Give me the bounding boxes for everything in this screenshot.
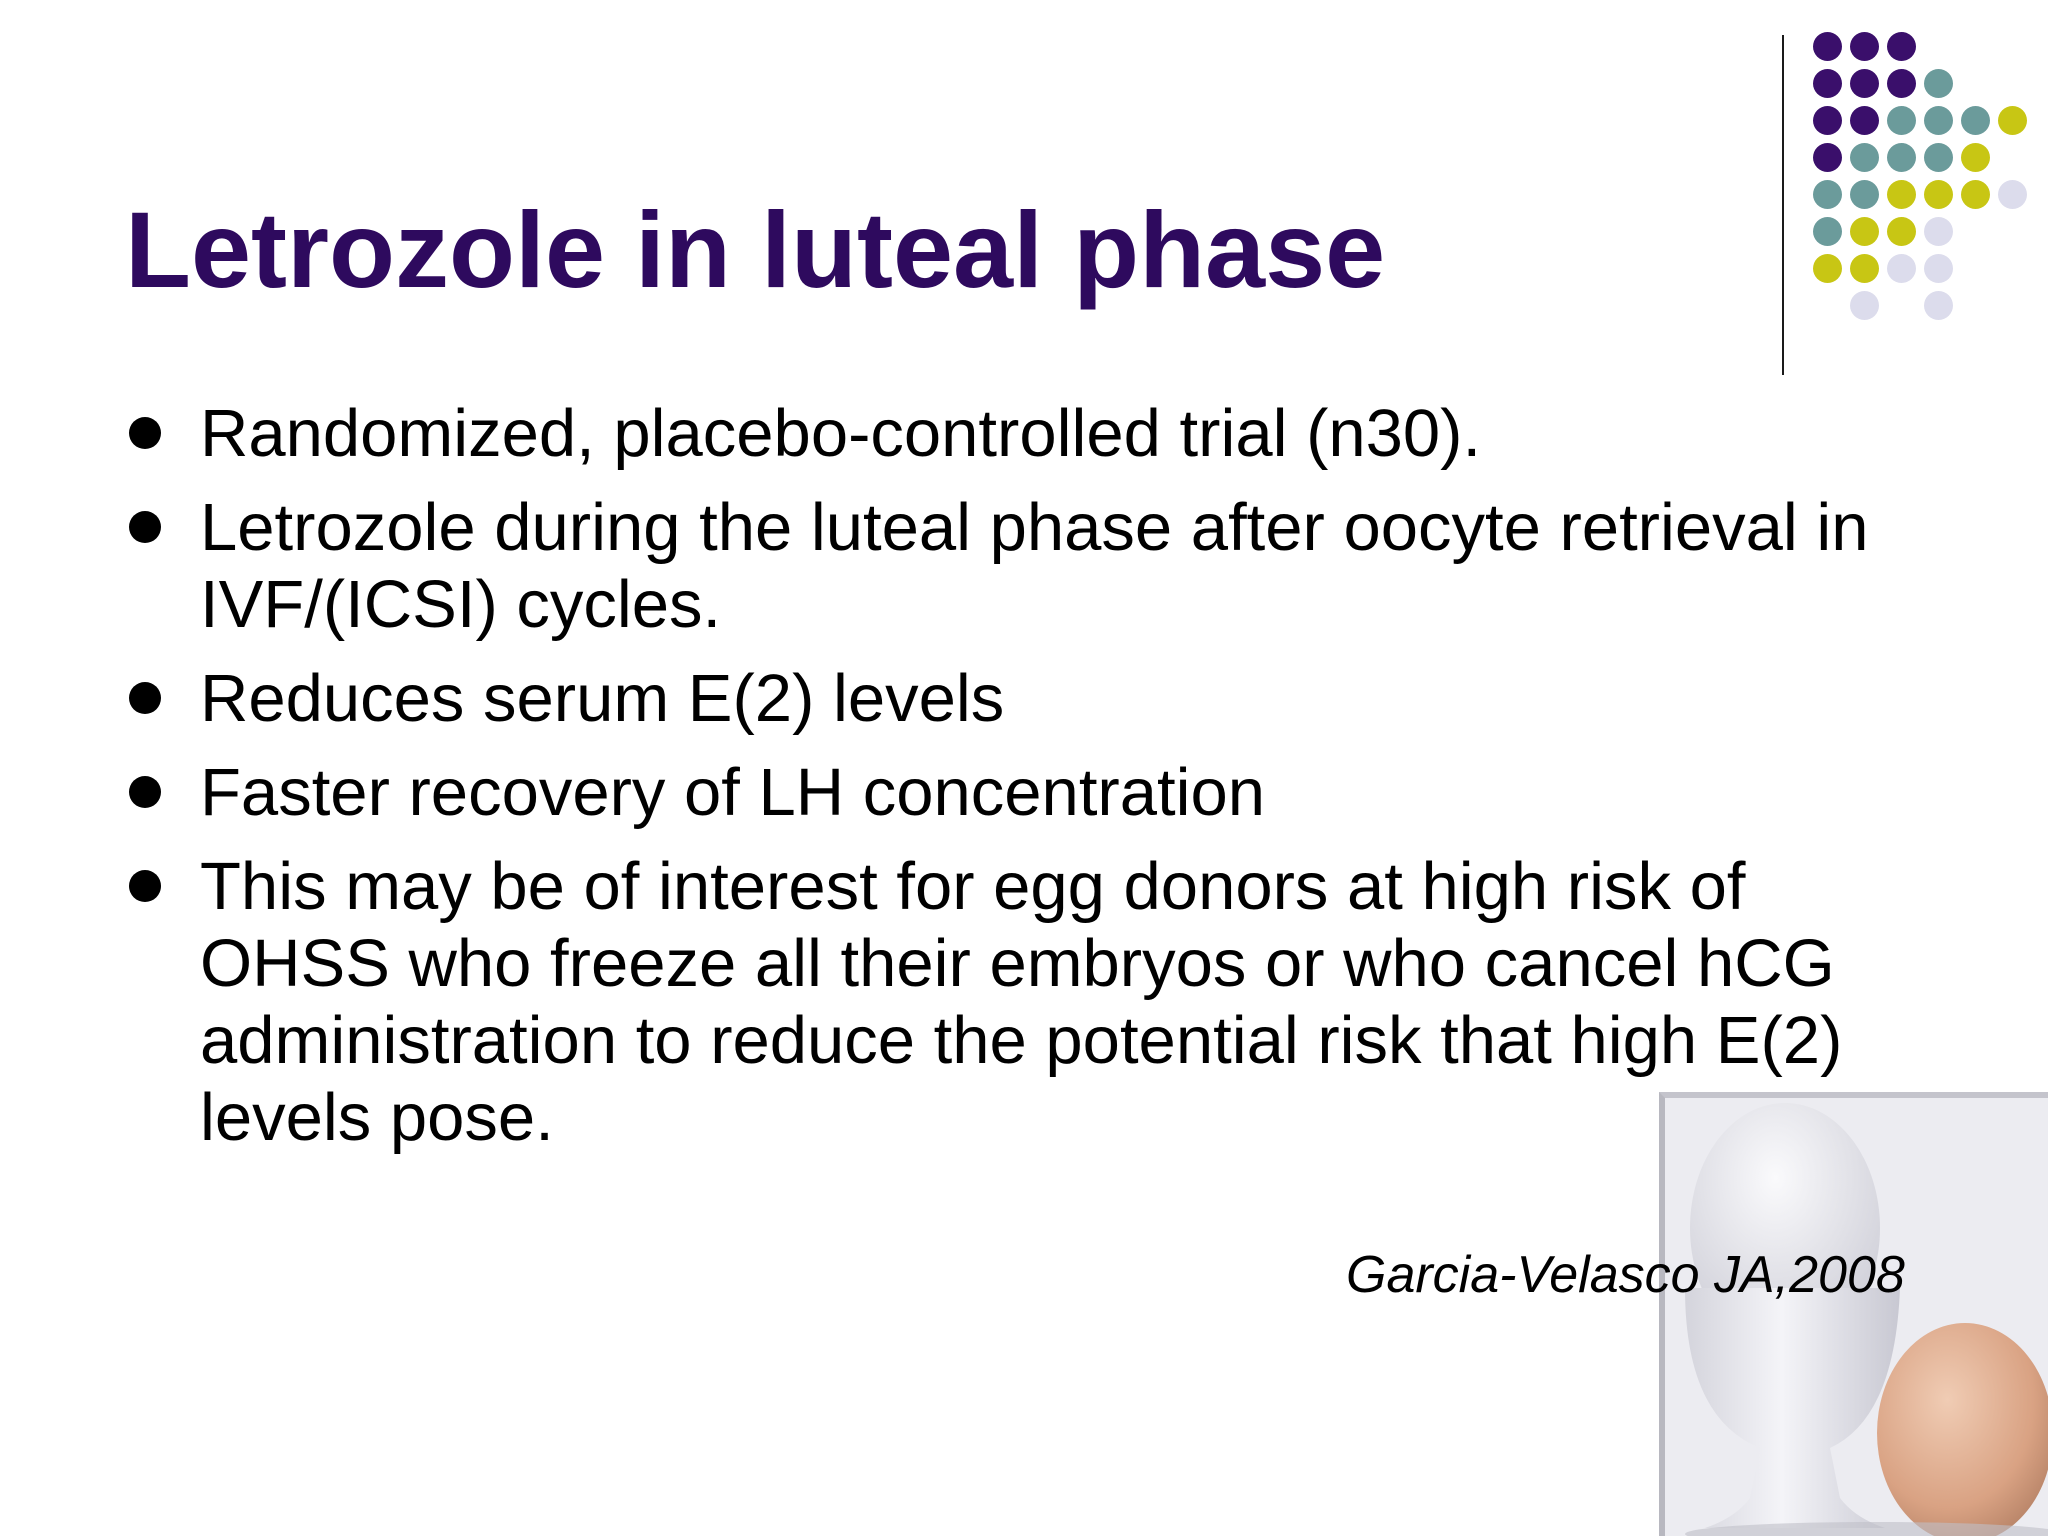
decor-dot-icon: [1850, 180, 1879, 209]
bullet-item: [200, 660, 1920, 737]
decor-dot-icon: [1924, 180, 1953, 209]
decor-dot-icon: [1850, 291, 1879, 320]
bullet-dot-icon: [129, 776, 161, 808]
decor-dot-icon: [1887, 106, 1916, 135]
bullet-text: Letrozole during the luteal phase after oocyte retrieval in IVF/(ICSI) cycles.: [200, 490, 1869, 642]
bullet-item: [200, 754, 1920, 831]
decor-dot-icon: [1850, 217, 1879, 246]
decor-dot-icon: [1813, 180, 1842, 209]
egg-photo-svg: [1665, 1098, 2048, 1536]
decor-dot-icon: [1813, 69, 1842, 98]
title-divider-line: [1782, 35, 1784, 375]
bullet-list: [200, 395, 1920, 1173]
decor-dot-icon: [1924, 106, 1953, 135]
bullet-item: [200, 395, 1920, 472]
decor-dot-icon: [1887, 217, 1916, 246]
decor-dot-icon: [1924, 254, 1953, 283]
decor-dot-icon: [1813, 32, 1842, 61]
decor-dot-icon: [1887, 69, 1916, 98]
decor-dot-icon: [1961, 180, 1990, 209]
decor-dot-icon: [1924, 291, 1953, 320]
decor-dot-icon: [1998, 180, 2027, 209]
decor-dot-icon: [1850, 69, 1879, 98]
decor-dot-icon: [1850, 32, 1879, 61]
decor-dot-icon: [1850, 143, 1879, 172]
bullet-text: Faster recovery of LH concentration: [200, 755, 1266, 830]
bullet-text: This may be of interest for egg donors at high risk of OHSS who freeze all their embryos or who cancel hCG administration to reduce the potential risk that high E(2) levels pose.: [200, 849, 1843, 1155]
bullet-text: Randomized, placebo-controlled trial (n30).: [200, 396, 1482, 471]
bullet-dot-icon: [129, 870, 161, 902]
egg-photo-icon: [1659, 1092, 2048, 1536]
decor-dot-icon: [1998, 106, 2027, 135]
decor-dot-icon: [1924, 69, 1953, 98]
bullet-item: [200, 489, 1920, 643]
decor-dot-icon: [1887, 180, 1916, 209]
decor-dot-icon: [1813, 143, 1842, 172]
decor-dot-icon: [1813, 106, 1842, 135]
decor-dot-icon: [1924, 143, 1953, 172]
decor-dot-icon: [1887, 254, 1916, 283]
decor-dot-icon: [1813, 254, 1842, 283]
decor-dot-icon: [1961, 143, 1990, 172]
bullet-dot-icon: [129, 417, 161, 449]
decor-dot-icon: [1924, 217, 1953, 246]
citation: Garcia-Velasco JA,2008: [1346, 1246, 1905, 1304]
bullet-text: Reduces serum E(2) levels: [200, 661, 1005, 736]
decor-dot-icon: [1887, 143, 1916, 172]
decor-dot-icon: [1887, 32, 1916, 61]
decor-dot-icon: [1813, 217, 1842, 246]
bullet-dot-icon: [129, 511, 161, 543]
decor-dot-icon: [1850, 106, 1879, 135]
bullet-dot-icon: [129, 682, 161, 714]
decor-dot-icon: [1850, 254, 1879, 283]
decor-dot-icon: [1961, 106, 1990, 135]
slide-title: Letrozole in luteal phase: [125, 189, 1386, 310]
